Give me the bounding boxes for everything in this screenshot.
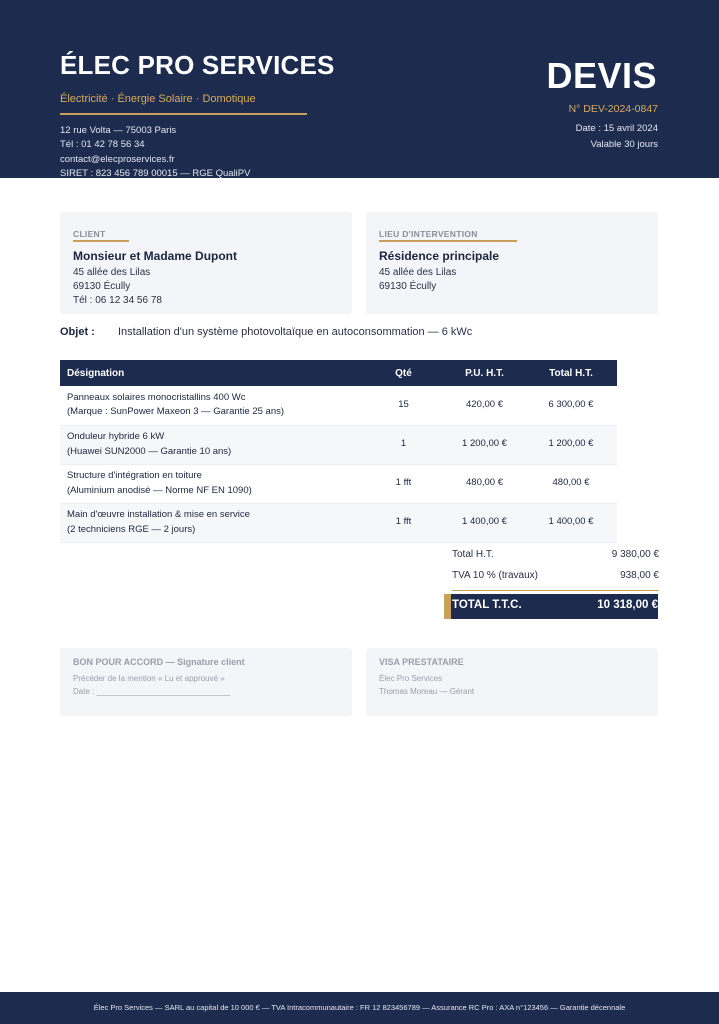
item-name: Structure d'intégration en toiture bbox=[67, 470, 202, 481]
row-unit-price: 1 200,00 € bbox=[444, 425, 525, 464]
total-ht-label: Total H.T. bbox=[452, 549, 494, 560]
company-tagline: Électricité · Énergie Solaire · Domotique bbox=[60, 93, 256, 105]
total-ttc-bar bbox=[444, 594, 658, 619]
row-designation bbox=[60, 386, 363, 425]
row-designation bbox=[60, 503, 363, 542]
client-city: 69130 Écully bbox=[73, 281, 131, 292]
header-qty: Qté bbox=[363, 360, 444, 386]
document-meta bbox=[576, 121, 658, 152]
document-footer bbox=[0, 992, 719, 1024]
row-total: 1 400,00 € bbox=[525, 503, 617, 542]
row-total: 480,00 € bbox=[525, 464, 617, 503]
item-detail: (Aluminium anodisé — Norme NF EN 1090) bbox=[67, 484, 252, 496]
client-details bbox=[73, 266, 162, 308]
tva-label: TVA 10 % (travaux) bbox=[452, 570, 538, 581]
total-ttc-label: TOTAL T.T.C. bbox=[452, 599, 522, 611]
document-type: DEVIS bbox=[546, 55, 657, 96]
company-contact-info bbox=[60, 124, 250, 181]
client-signature-date: Date : ______________________________ bbox=[73, 687, 231, 696]
row-unit-price: 420,00 € bbox=[444, 386, 525, 425]
row-designation bbox=[60, 425, 363, 464]
provider-signature-lines bbox=[379, 672, 474, 698]
row-qty: 1 bbox=[363, 425, 444, 464]
row-qty: 1 fft bbox=[363, 503, 444, 542]
client-signature-title: BON POUR ACCORD — Signature client bbox=[73, 657, 245, 667]
totals-divider bbox=[452, 590, 659, 591]
site-details bbox=[379, 266, 456, 294]
total-ht-value: 9 380,00 € bbox=[611, 549, 659, 560]
site-label-underline bbox=[379, 240, 517, 242]
header-total: Total H.T. bbox=[525, 360, 617, 386]
client-card bbox=[60, 212, 352, 314]
provider-signature-box bbox=[366, 648, 658, 716]
tva-value: 938,00 € bbox=[620, 570, 659, 581]
company-phone: Tél : 01 42 78 56 34 bbox=[60, 139, 145, 151]
provider-signatory: Thomas Moreau — Gérant bbox=[379, 687, 475, 696]
client-signature-instruction: Précéder de la mention « Lu et approuvé » bbox=[73, 674, 225, 683]
total-ht-row bbox=[452, 549, 659, 560]
client-signature-lines bbox=[73, 672, 230, 698]
site-card bbox=[366, 212, 658, 314]
site-city: 69130 Écully bbox=[379, 281, 437, 292]
row-designation bbox=[60, 464, 363, 503]
company-address: 12 rue Volta — 75003 Paris bbox=[60, 125, 177, 136]
site-street: 45 allée des Lilas bbox=[379, 267, 457, 278]
company-email: contact@elecproservices.fr bbox=[60, 153, 175, 165]
table-row bbox=[60, 464, 617, 503]
table-header-row bbox=[60, 360, 617, 386]
header-designation: Désignation bbox=[60, 360, 363, 386]
row-unit-price: 480,00 € bbox=[444, 464, 525, 503]
total-ttc-value: 10 318,00 € bbox=[597, 599, 658, 611]
document-validity: Valable 30 jours bbox=[590, 138, 658, 150]
row-qty: 1 fft bbox=[363, 464, 444, 503]
client-phone: Tél : 06 12 34 56 78 bbox=[73, 295, 162, 306]
site-name: Résidence principale bbox=[379, 249, 500, 263]
footer-legal-text: Élec Pro Services — SARL au capital de 10 000 € — TVA Intracommunautaire : FR 12 823456789 — Assurance RC Pro : AXA n°123456 — Garantie décennale bbox=[93, 1003, 626, 1012]
site-label: LIEU D'INTERVENTION bbox=[379, 229, 478, 239]
row-unit-price: 1 400,00 € bbox=[444, 503, 525, 542]
provider-signature-title: VISA PRESTATAIRE bbox=[379, 657, 464, 667]
client-signature-box bbox=[60, 648, 352, 716]
item-detail: (2 techniciens RGE — 2 jours) bbox=[67, 523, 196, 535]
client-street: 45 allée des Lilas bbox=[73, 267, 151, 278]
row-qty: 15 bbox=[363, 386, 444, 425]
table-row bbox=[60, 386, 617, 425]
client-label: CLIENT bbox=[73, 229, 106, 239]
client-label-underline bbox=[73, 240, 129, 242]
company-siret: SIRET : 823 456 789 00015 — RGE QualiPV bbox=[60, 167, 251, 179]
document-header bbox=[0, 0, 719, 178]
header-unit-price: P.U. H.T. bbox=[444, 360, 525, 386]
item-name: Panneaux solaires monocristallins 400 Wc bbox=[67, 391, 246, 403]
document-date: Date : 15 avril 2024 bbox=[575, 123, 658, 134]
item-detail: (Marque : SunPower Maxeon 3 — Garantie 25 ans) bbox=[67, 406, 285, 418]
table-row bbox=[60, 425, 617, 464]
objet-text: Installation d'un système photovoltaïque en autoconsommation — 6 kWc bbox=[118, 326, 473, 338]
item-name: Main d'œuvre installation & mise en service bbox=[67, 509, 250, 520]
row-total: 6 300,00 € bbox=[525, 386, 617, 425]
item-detail: (Huawei SUN2000 — Garantie 10 ans) bbox=[67, 445, 232, 457]
header-divider bbox=[60, 113, 307, 115]
provider-company: Élec Pro Services bbox=[379, 674, 443, 683]
row-total: 1 200,00 € bbox=[525, 425, 617, 464]
table-row bbox=[60, 503, 617, 542]
item-name: Onduleur hybride 6 kW bbox=[67, 431, 165, 442]
tva-row bbox=[452, 570, 659, 581]
company-name: ÉLEC PRO SERVICES bbox=[60, 50, 335, 80]
items-table bbox=[60, 360, 617, 543]
objet-label: Objet : bbox=[60, 326, 95, 338]
document-number: N° DEV-2024-0847 bbox=[568, 103, 658, 115]
client-name: Monsieur et Madame Dupont bbox=[73, 249, 238, 263]
